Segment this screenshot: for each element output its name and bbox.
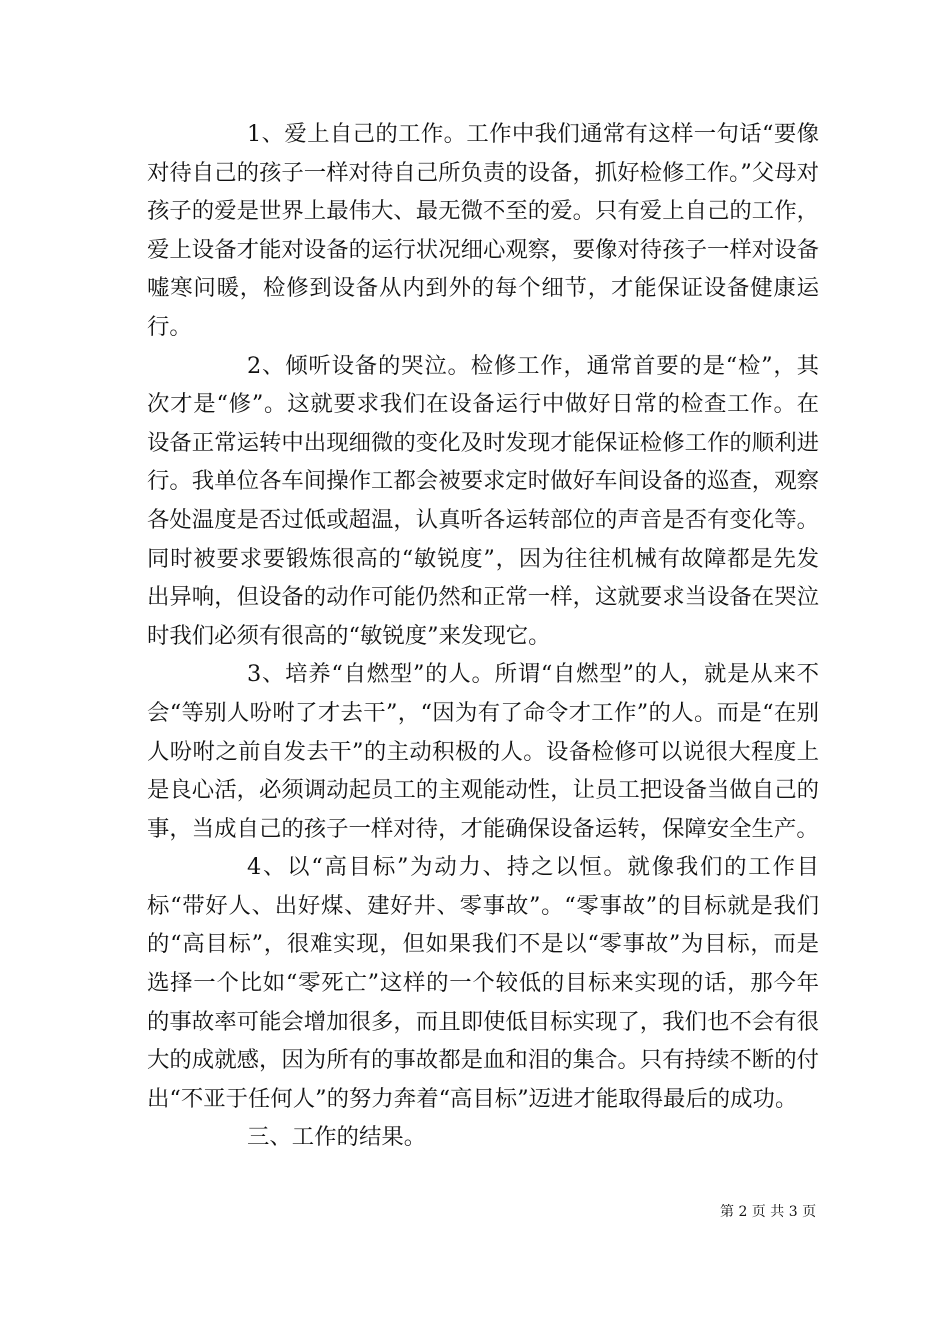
paragraph-4: 4、以“高目标”为动力、持之以恒。就像我们的工作目标“带好人、出好煤、建好井、零事故”。“零事故”的目标就是我们的“高目标”，很难实现，但如果我们不是以“零事故”为目标，而是选择一个比如“零死亡”这样的一个较低的目标来实现的话，那今年的事故率可能会增加很多，而且即使低目标实现了，我们也不会有很大的成就感，因为所有的事故都是血和泪的集合。只有持续不断的付出“不亚于任何人”的努力奔着“高目标”迈进才能取得最后的成功。 bbox=[147, 854, 819, 1112]
paragraph-2: 2、倾听设备的哭泣。检修工作，通常首要的是“检”，其次才是“修”。这就要求我们在设备运行中做好日常的检查工作。在设备正常运转中出现细微的变化及时发现才能保证检修工作的顺利进行。我单位各车间操作工都会被要求定时做好车间设备的巡查，观察各处温度是否过低或超温，认真听各运转部位的声音是否有变化等。同时被要求要锻炼很高的“敏锐度”，因为往往机械有故障都是先发出异响，但设备的动作可能仍然和正常一样，这就要求当设备在哭泣时我们必须有很高的“敏锐度”来发现它。 bbox=[147, 352, 819, 649]
paragraph-1: 1、爱上自己的工作。工作中我们通常有这样一句话“要像对待自己的孩子一样对待自己所负责的设备，抓好检修工作。”父母对孩子的爱是世界上最伟大、最无微不至的爱。只有爱上自己的工作，爱上设备才能对设备的运行状况细心观察，要像对待孩子一样对设备嘘寒问暖，检修到设备从内到外的每个细节，才能保证设备健康运行。 bbox=[147, 121, 819, 340]
document-body bbox=[147, 115, 819, 1157]
page-footer: 第 2 页 共 3 页 bbox=[720, 1204, 817, 1220]
paragraph-3: 3、培养“自燃型”的人。所谓“自燃型”的人，就是从来不会“等别人吩咐了才去干”，“因为有了命令才工作”的人。而是“在别人吩咐之前自发去干”的主动积极的人。设备检修可以说很大程度上是良心活，必须调动起员工的主观能动性，让员工把设备当做自己的事，当成自己的孩子一样对待，才能确保设备运转，保障安全生产。 bbox=[147, 661, 819, 842]
section-heading: 三、工作的结果。 bbox=[247, 1124, 427, 1151]
